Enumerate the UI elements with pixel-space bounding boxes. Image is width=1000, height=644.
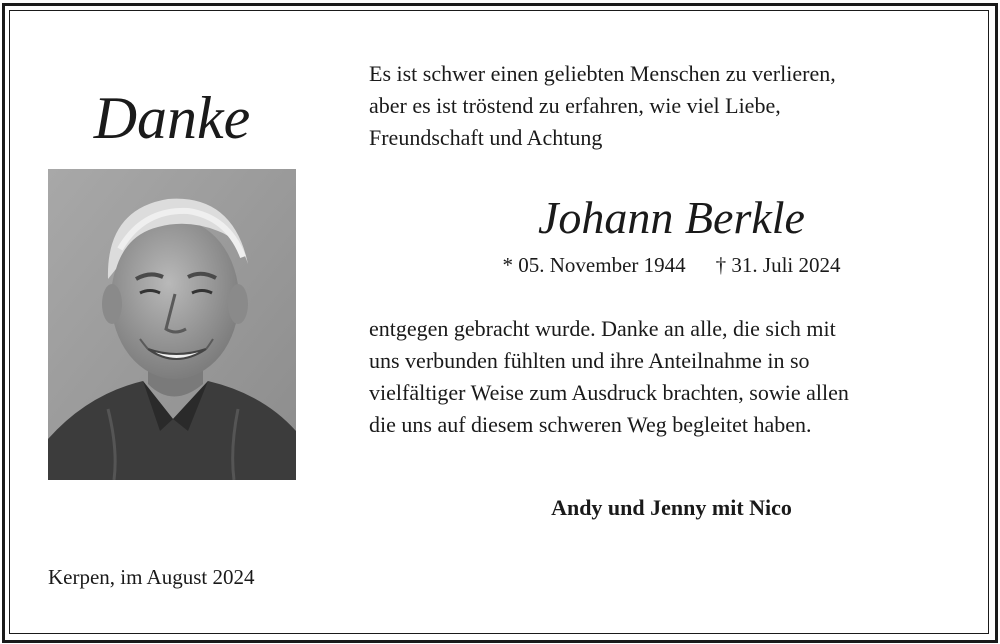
deceased-name: Johann Berkle <box>538 192 805 243</box>
thanks-line: die uns auf diesem schweren Weg begleitet haben. <box>369 412 812 437</box>
portrait-photo <box>48 169 296 480</box>
birth-date: * 05. November 1944 <box>502 253 686 277</box>
thanks-line: vielfältiger Weise zum Ausdruck brachten, sowie allen <box>369 380 849 405</box>
family-signature: Andy und Jenny mit Nico <box>551 495 792 520</box>
life-dates <box>369 250 974 280</box>
intro-line: Es ist schwer einen geliebten Menschen zu verlieren, <box>369 61 836 86</box>
intro-line: Freundschaft und Achtung <box>369 125 603 150</box>
thanks-line: entgegen gebracht wurde. Danke an alle, die sich mit <box>369 316 836 341</box>
portrait-illustration <box>48 169 296 480</box>
death-date: † 31. Juli 2024 <box>715 253 841 277</box>
thanks-line: uns verbunden fühlten und ihre Anteilnahme in so <box>369 348 810 373</box>
heading-danke: Danke <box>93 85 251 151</box>
intro-text <box>369 58 929 154</box>
intro-line: aber es ist tröstend zu erfahren, wie viel Liebe, <box>369 93 781 118</box>
location-date: Kerpen, im August 2024 <box>48 565 255 589</box>
thanks-text <box>369 313 969 441</box>
